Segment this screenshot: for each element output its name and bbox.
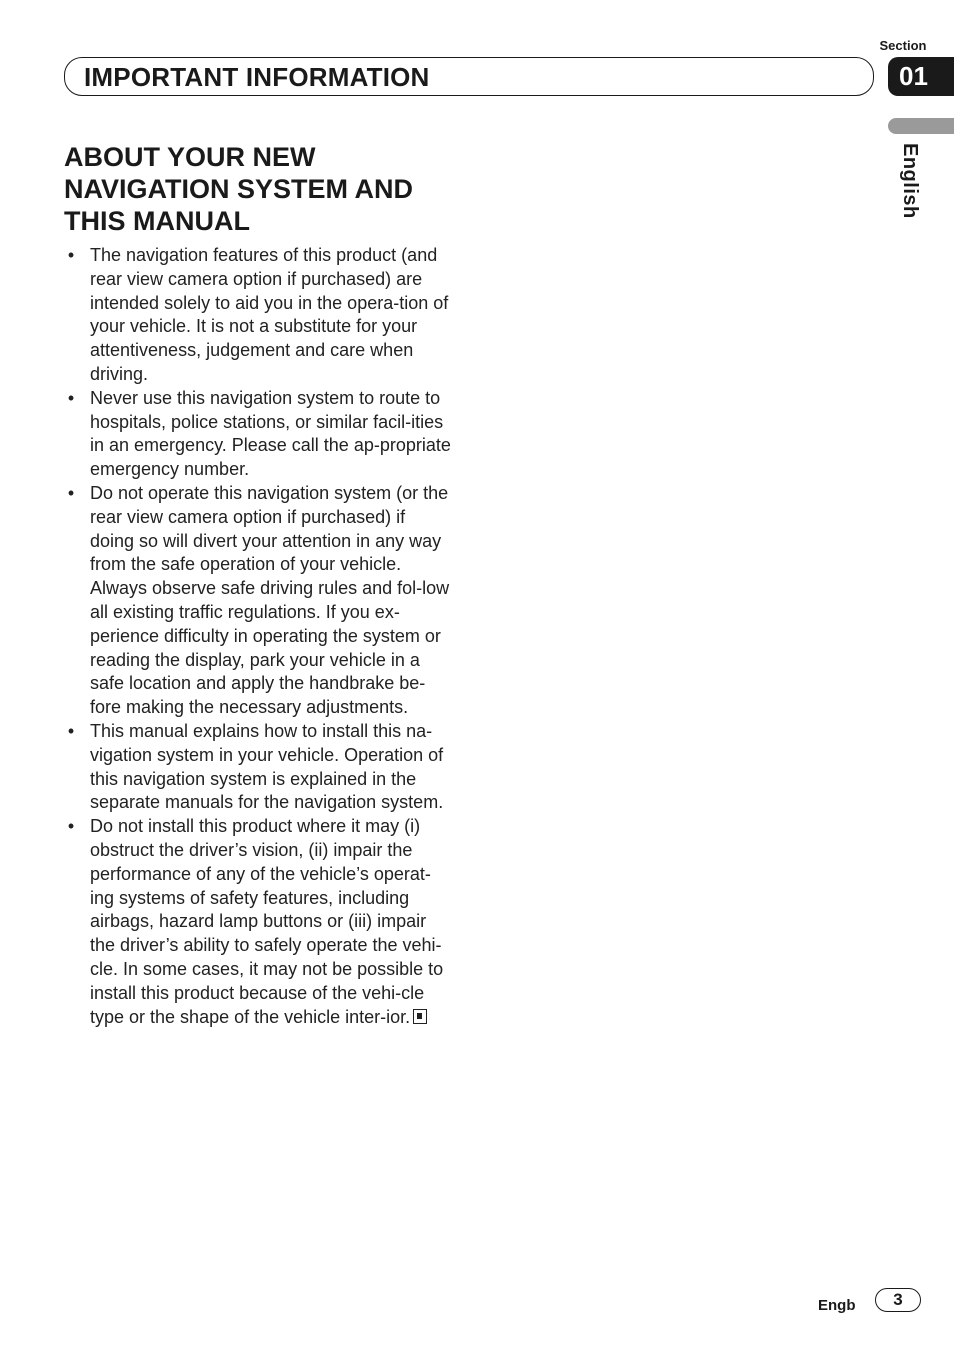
footer-language-code: Engb bbox=[818, 1297, 856, 1314]
article-title: ABOUT YOUR NEW NAVIGATION SYSTEM AND THIS MANUAL bbox=[64, 142, 414, 236]
list-item: • Never use this navigation system to route to hospitals, police stations, or similar facil-ities in an emergency. Please call the ap-propriate emergency number. bbox=[67, 387, 451, 480]
list-item: • Do not operate this navigation system (or the rear view camera option if purchased) if doing so will divert your attention in any way from the safe operation of your vehicle. Always observe safe driving rules and fol-low all existing traffic regulations. If you ex-perience difficulty in operating the system or reading the display, park your vehicle in a safe location and apply the handbrake be-fore making the necessary adjustments. bbox=[67, 482, 450, 718]
language-tab-label: English bbox=[899, 143, 921, 219]
page-number: 3 bbox=[875, 1288, 921, 1312]
list-item-text: Never use this navigation system to route to hospitals, police stations, or similar facil-ities in an emergency. Please call the ap-propriate emergency number. bbox=[90, 387, 451, 480]
list-item-text: Do not install this product where it may (i) obstruct the driver’s vision, (ii) impair the performance of any of the vehicle’s operat-ing systems of safety features, including airbags, hazard lamp buttons or (iii) impair the driver’s ability to safely operate the vehi-cle. In some cases, it may not be possible to install this product because of the vehi-cle type or the shape of the vehicle inter-ior. bbox=[90, 816, 444, 1027]
list-item: • The navigation features of this product (and rear view camera option if purchased) are intended solely to aid you in the opera-tion of your vehicle. It is not a substitute for your attentiveness, judgement and care when driving. bbox=[67, 245, 449, 384]
list-item-text: This manual explains how to install this na-vigation system in your vehicle. Operation of this navigation system is explained in the separate manuals for the navigation system. bbox=[90, 720, 444, 813]
list-item: • Do not install this product where it may (i) obstruct the driver’s vision, (ii) impair the performance of any of the vehicle’s operat-ing systems of safety features, including airbags, hazard lamp buttons or (iii) impair the driver’s ability to safely operate the vehi-cle. In some cases, it may not be possible to install this product because of the vehi-cle type or the shape of the vehicle inter-ior. bbox=[67, 816, 444, 1027]
section-label: Section bbox=[879, 38, 927, 53]
bullet-list bbox=[64, 244, 454, 1029]
page-header-title: IMPORTANT INFORMATION bbox=[84, 62, 430, 92]
list-item-text: The navigation features of this product (and rear view camera option if purchased) are intended solely to aid you in the opera-tion of your vehicle. It is not a substitute for your attentiveness, judgement and care when driving. bbox=[90, 245, 449, 384]
section-number-badge: 01 bbox=[888, 57, 954, 96]
list-item-text: Do not operate this navigation system (or the rear view camera option if purchased) if doing so will divert your attention in any way from the safe operation of your vehicle. Always observe safe driving rules and fol-low all existing traffic regulations. If you ex-perience difficulty in operating the system or reading the display, park your vehicle in a safe location and apply the handbrake be-fore making the necessary adjustments. bbox=[90, 482, 450, 718]
end-of-section-icon bbox=[413, 1009, 427, 1024]
list-item: • This manual explains how to install this na-vigation system in your vehicle. Operation of this navigation system is explained in the separate manuals for the navigation system. bbox=[67, 720, 444, 813]
language-tab-marker bbox=[888, 118, 954, 134]
